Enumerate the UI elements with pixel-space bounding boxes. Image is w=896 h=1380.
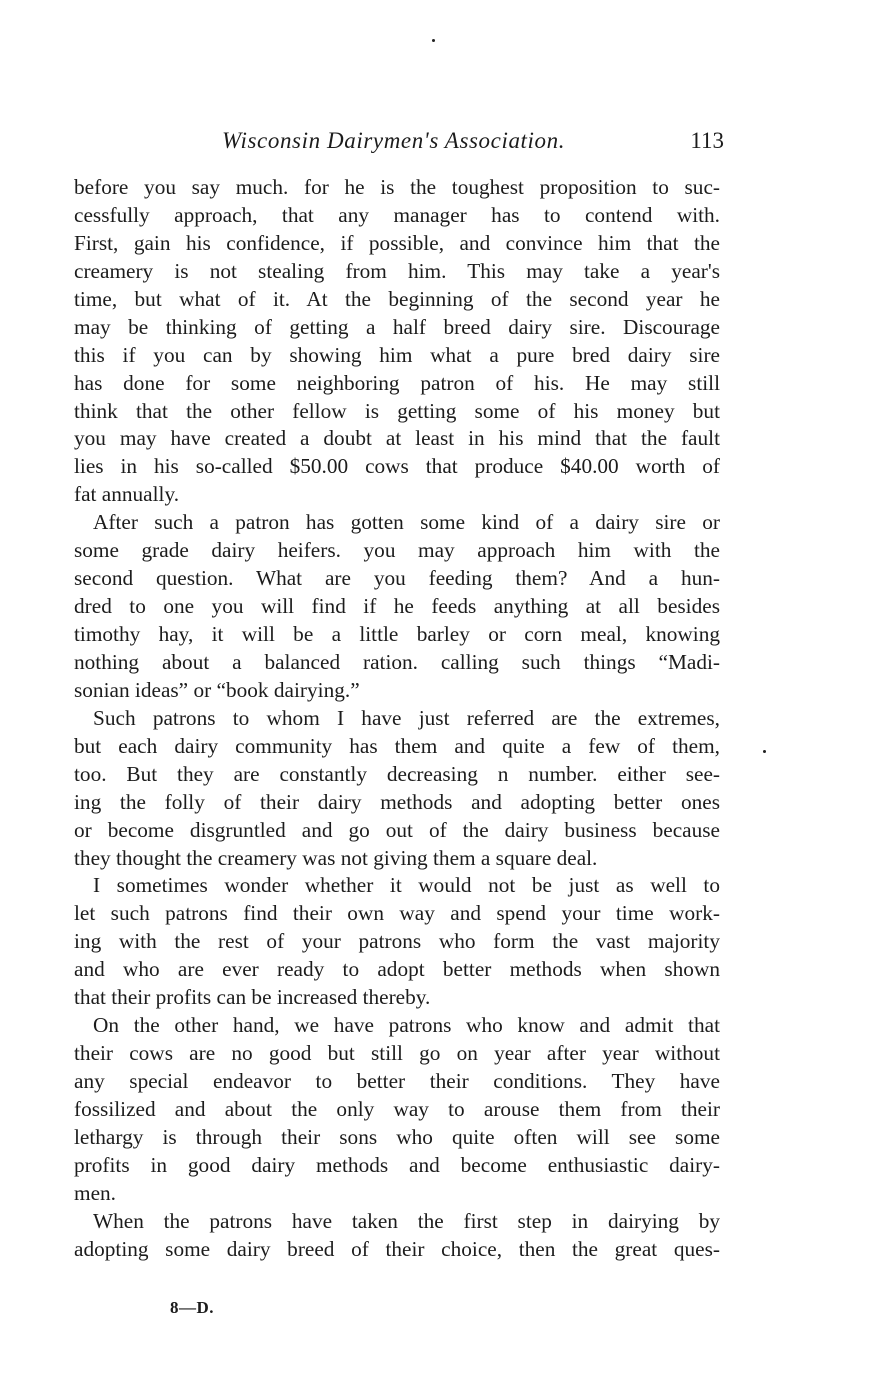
text-line: nothing about a balanced ration. calling such things “Madi- [74, 649, 720, 674]
text-line: On the other hand, we have patrons who know and admit that [93, 1013, 720, 1038]
paragraph [74, 1012, 720, 1208]
text-line: First, gain his confidence, if possible, and convince him that the [74, 230, 720, 255]
text-line: before you say much. for he is the toughest proposition to suc- [74, 175, 720, 199]
text-line: Such patrons to whom I have just referred are the extremes, [93, 705, 720, 730]
text-line: and who are ever ready to adopt better methods when shown [74, 957, 720, 982]
text-line: creamery is not stealing from him. This may take a year's [74, 258, 720, 283]
signature-mark: 8—D. [170, 1298, 215, 1317]
text-line: sonian ideas” or “book dairying.” [74, 677, 360, 702]
text-line: too. But they are constantly decreasing n number. either see- [74, 761, 720, 786]
text-line: or become disgruntled and go out of the dairy business because [74, 817, 720, 842]
text-line: men. [74, 1180, 116, 1205]
text-line: any special endeavor to better their conditions. They have [74, 1069, 720, 1093]
paragraph [74, 872, 720, 1012]
text-line: think that the other fellow is getting some of his money but [74, 398, 720, 423]
text-line: ing the folly of their dairy methods and adopting better ones [74, 789, 720, 814]
running-head [74, 128, 724, 162]
paragraph [74, 509, 720, 705]
page-number: 113 [690, 128, 724, 153]
text-line: After such a patron has gotten some kind of a dairy sire or [93, 510, 720, 535]
text-line: has done for some neighboring patron of his. He may still [74, 370, 720, 395]
text-line: that their profits can be increased thereby. [74, 985, 431, 1010]
text-line: second question. What are you feeding them? And a hun- [74, 566, 720, 591]
text-line: this if you can by showing him what a pure bred dairy sire [74, 342, 720, 367]
text-line: dred to one you will find if he feeds anything at all besides [74, 594, 720, 619]
text-line: their cows are no good but still go on year after year without [74, 1041, 720, 1066]
text-line: you may have created a doubt at least in his mind that the fault [74, 426, 720, 451]
text-line: ing with the rest of your patrons who form the vast majority [74, 929, 720, 954]
running-title: Wisconsin Dairymen's Association. [222, 128, 566, 153]
text-line: adopting some dairy breed of their choice, then the great ques- [74, 1236, 720, 1261]
text-line: but each dairy community has them and quite a few of them, [74, 733, 720, 758]
ink-speck [763, 750, 766, 753]
text-line: fat annually. [74, 482, 180, 507]
ink-speck [432, 39, 435, 42]
text-line: may be thinking of getting a half breed dairy sire. Discourage [74, 314, 720, 339]
text-line: they thought the creamery was not giving them a square deal. [74, 845, 598, 870]
text-line: When the patrons have taken the first step in dairying by [93, 1208, 720, 1233]
text-line: profits in good dairy methods and become enthusiastic dairy- [74, 1152, 720, 1177]
paragraph [74, 174, 720, 509]
text-line: time, but what of it. At the beginning of the second year he [74, 286, 720, 311]
text-line: lies in his so-called $50.00 cows that produce $40.00 worth of [74, 454, 720, 479]
text-line: cessfully approach, that any manager has to contend with. [74, 202, 720, 227]
body-text [74, 174, 720, 1264]
text-line: let such patrons find their own way and spend your time work- [74, 901, 720, 926]
text-line: timothy hay, it will be a little barley or corn meal, knowing [74, 622, 720, 646]
text-line: lethargy is through their sons who quite often will see some [74, 1124, 720, 1149]
text-line: fossilized and about the only way to arouse them from their [74, 1096, 720, 1121]
text-line: I sometimes wonder whether it would not be just as well to [93, 873, 720, 898]
paragraph [74, 705, 720, 873]
text-line: some grade dairy heifers. you may approach him with the [74, 538, 720, 563]
paragraph [74, 1208, 720, 1264]
